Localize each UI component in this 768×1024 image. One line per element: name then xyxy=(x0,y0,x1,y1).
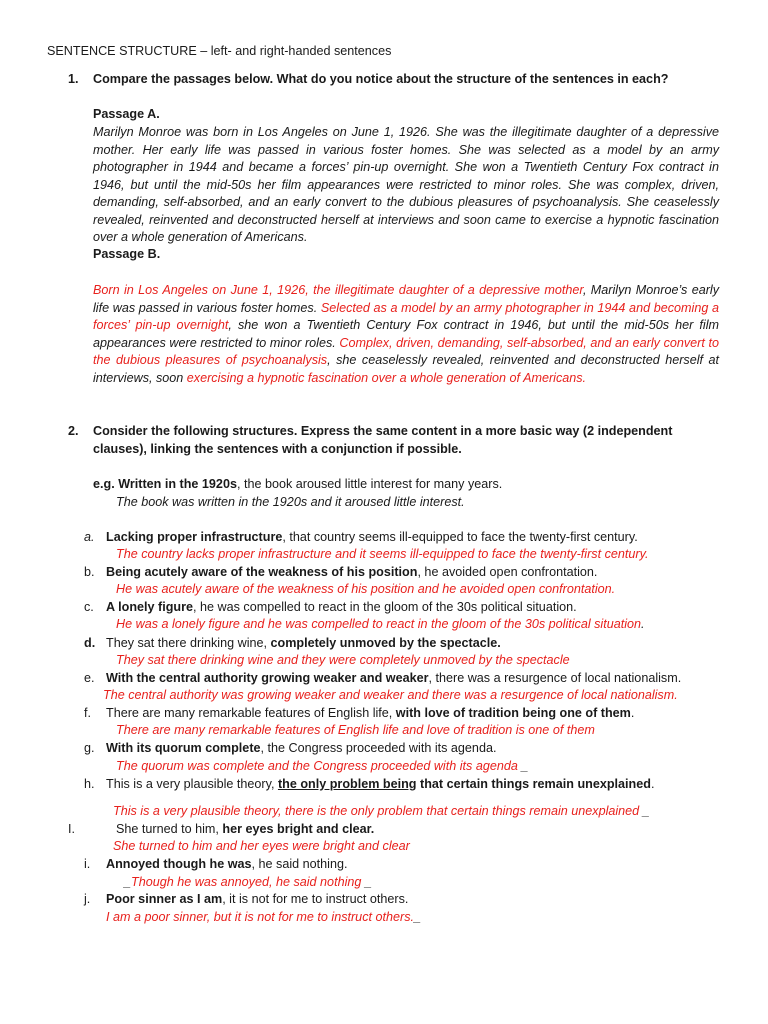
item-c-sentence: A lonely figure, he was compelled to react in the gloom of the 30s political situation. xyxy=(106,600,577,614)
passage-b-right-branch: exercising a hypnotic fascination over a whole generation of Americans. xyxy=(186,370,587,385)
item-d-marker: d. xyxy=(84,636,96,650)
item-e-sentence: With the central authority growing weaker and weaker, there was a resurgence of local nationalism. xyxy=(106,671,682,685)
item-a-marker: a. xyxy=(84,530,95,544)
item-g-answer: The quorum was complete and the Congress proceeded with its agenda _ xyxy=(116,759,529,773)
q1-number: 1. xyxy=(68,72,79,86)
item-h-sentence: This is a very plausible theory, the only problem being that certain things remain unexplained. xyxy=(106,777,655,791)
q2-number: 2. xyxy=(68,424,79,438)
item-I-answer: She turned to him and her eyes were bright and clear xyxy=(113,839,410,853)
passage-a-text: Marilyn Monroe was born in Los Angeles on June 1, 1926. She was the illegitimate daughter of a depressive mother. Her early life was passed in various foster homes. She was selected as a model by an army photographer in 1944 and became a forces’ pin-up overnight. She won a Twentieth Century Fox contract in 1946, but until the mid-50s her film appearances were restricted to minor roles. She was complex, driven, demanding, self-absorbed, and an early convert to the dubious pleasures of psychoanalysis. She ceaselessly revealed, reinvented and deconstructed herself at interviews and soon came to exercise a hypnotic fascination over a whole generation of Americans. xyxy=(93,125,719,244)
item-j-sentence: Poor sinner as I am, it is not for me to instruct others. xyxy=(106,892,409,906)
passage-b-main-3: , she ceaselessly revealed, reinvented and deconstructed herself at interviews, soon xyxy=(93,353,719,385)
item-b-sentence: Being acutely aware of the weakness of his position, he avoided open confrontation. xyxy=(106,565,598,579)
item-e-marker: e. xyxy=(84,671,95,685)
passage-b-left-branch-1: Born in Los Angeles on June 1, 1926, the illegitimate daughter of a depressive mother xyxy=(93,283,583,297)
item-f-marker: f. xyxy=(84,706,91,720)
item-h-marker: h. xyxy=(84,777,95,791)
example-sentence: e.g. Written in the 1920s, the book aroused little interest for many years. xyxy=(93,477,503,491)
item-d-answer: They sat there drinking wine and they were completely unmoved by the spectacle xyxy=(116,653,570,667)
item-I-marker: I. xyxy=(68,822,75,836)
passage-b-main-1: , Marilyn Monroe’s early life was passed in various foster homes. xyxy=(93,283,720,315)
item-b-answer: He was acutely aware of the weakness of his position and he avoided open confrontation. xyxy=(116,582,616,596)
item-h-answer: This is a very plausible theory, there is the only problem that certain things remain unexplained _ xyxy=(113,804,650,818)
q2-prompt: Consider the following structures. Express the same content in a more basic way (2 independent clauses), linking the sentences with a conjunction if possible. xyxy=(93,424,673,456)
q1-prompt: Compare the passages below. What do you notice about the structure of the sentences in each? xyxy=(93,72,669,86)
item-j-marker: j. xyxy=(84,892,91,906)
item-c-marker: c. xyxy=(84,600,94,614)
passage-b-left-branch-2: Selected as a model by an army photographer in 1944 and becoming a forces’ pin-up overnight xyxy=(93,300,719,332)
item-b-marker: b. xyxy=(84,565,95,579)
example-answer: The book was written in the 1920s and it aroused little interest. xyxy=(116,495,465,509)
passage-b-main-2: , she won a Twentieth Century Fox contract in 1946, but until the mid-50s her film appearances were restricted to minor roles. xyxy=(93,318,719,350)
item-I-sentence: She turned to him, her eyes bright and clear. xyxy=(116,822,375,836)
item-f-answer: There are many remarkable features of English life and love of tradition is one of them xyxy=(116,723,595,737)
passage-b-label: Passage B. xyxy=(93,247,161,261)
item-i-marker: i. xyxy=(84,857,91,871)
item-a-sentence: Lacking proper infrastructure, that country seems ill-equipped to face the twenty-first century. xyxy=(106,530,638,544)
item-a-answer: The country lacks proper infrastructure and it seems ill-equipped to face the twenty-first century. xyxy=(116,547,649,561)
item-e-answer: The central authority was growing weaker and weaker and there was a resurgence of local nationalism. xyxy=(103,688,678,702)
passage-b-left-branch-3: Complex, driven, demanding, self-absorbed, and an early convert to the dubious pleasures of psychoanalysis xyxy=(93,335,719,367)
passage-a-label: Passage A. xyxy=(93,107,160,121)
passage-b-text xyxy=(93,282,719,387)
item-f-sentence: There are many remarkable features of English life, with love of tradition being one of them. xyxy=(106,706,635,720)
page-title: SENTENCE STRUCTURE – left- and right-handed sentences xyxy=(47,44,392,58)
item-d-sentence: They sat there drinking wine, completely unmoved by the spectacle. xyxy=(106,636,501,650)
item-j-answer: I am a poor sinner, but it is not for me to instruct others._ xyxy=(106,910,422,924)
item-i-sentence: Annoyed though he was, he said nothing. xyxy=(106,857,348,871)
item-g-marker: g. xyxy=(84,741,95,755)
item-c-answer: He was a lonely figure and he was compelled to react in the gloom of the 30s political situation. xyxy=(116,617,645,631)
item-i-answer: _Though he was annoyed, he said nothing _ xyxy=(124,875,372,889)
item-g-sentence: With its quorum complete, the Congress proceeded with its agenda. xyxy=(106,741,497,755)
